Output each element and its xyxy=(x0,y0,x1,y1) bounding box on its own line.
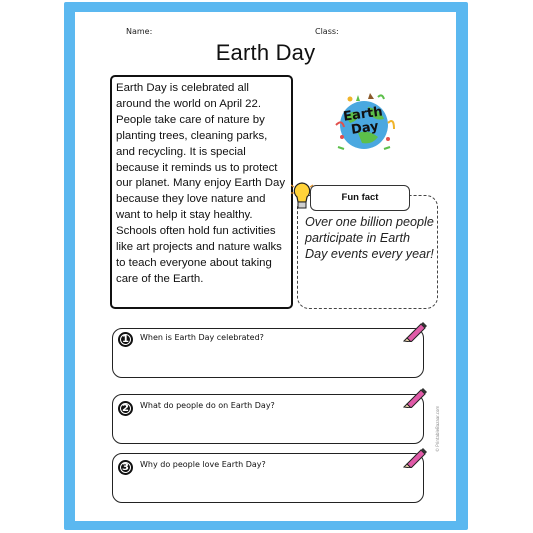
class-label: Class: xyxy=(315,27,339,36)
name-label: Name: xyxy=(126,27,153,36)
reading-passage: Earth Day is celebrated all around the world on April 22. People take care of nature by planting trees, cleaning parks, and recycling. It is special because it reminds us to protect our planet. Many enjoy Earth Day because they love nature and want to help it stay healthy. Schools often hold fun activities like art projects and nature walks to teach everyone about taking care of the Earth. xyxy=(110,75,293,309)
page-title: Earth Day xyxy=(215,40,316,65)
worksheet xyxy=(75,12,456,521)
question-3-text: Why do people love Earth Day? xyxy=(140,460,266,469)
pencil-icon xyxy=(403,386,429,408)
question-2-text: What do people do on Earth Day? xyxy=(140,401,275,410)
fun-fact-text: Over one billion people participate in Earth Day events every year! xyxy=(305,215,434,261)
pencil-icon xyxy=(403,446,429,468)
question-1-number: 1 xyxy=(118,332,133,347)
earth-day-logo-text: Earth Day xyxy=(342,104,384,138)
fun-fact-label: Fun fact xyxy=(310,185,410,211)
question-3-number: 3 xyxy=(118,460,133,475)
copyright-credit: © PrintableBazaar.com xyxy=(435,405,440,452)
question-2-number: 2 xyxy=(118,401,133,416)
question-1-text: When is Earth Day celebrated? xyxy=(140,333,264,342)
pencil-icon xyxy=(403,320,429,342)
